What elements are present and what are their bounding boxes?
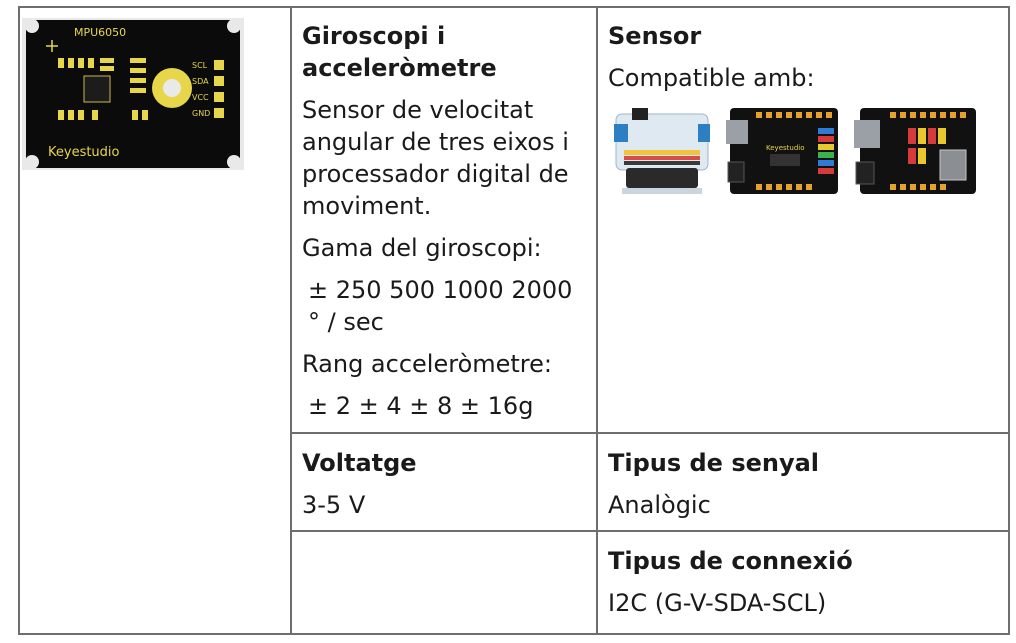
pin-label-gnd: GND	[192, 109, 211, 118]
column-divider-2	[596, 6, 598, 635]
module-description-cell	[302, 20, 588, 422]
connection-type-cell	[608, 545, 998, 619]
signal-type-value: Analògic	[608, 491, 711, 519]
row-divider-2	[290, 530, 1010, 532]
voltage-cell	[302, 447, 588, 521]
esp32-uno-board-image	[852, 104, 980, 198]
signal-type-cell	[608, 447, 998, 521]
mpu6050-board-image	[22, 18, 244, 170]
sensor-cell	[608, 20, 998, 94]
connection-type-title: Tipus de connexió	[608, 547, 853, 575]
keyestudio-uno-board-image	[726, 104, 842, 198]
voltage-value: 3-5 V	[302, 491, 366, 519]
row-divider-1	[290, 432, 1010, 434]
accel-range-label: Rang acceleròmetre:	[302, 350, 552, 378]
gyro-range-values: ± 250 500 1000 2000 ° / sec	[308, 276, 573, 336]
voltage-title: Voltatge	[302, 449, 417, 477]
connection-type-value: I2C (G-V-SDA-SCL)	[608, 589, 827, 617]
accel-range-values: ± 2 ± 4 ± 8 ± 16g	[308, 392, 534, 420]
table-border-right	[1008, 6, 1010, 635]
module-title: Giroscopi i acceleròmetre	[302, 22, 497, 82]
table-border-left	[18, 6, 20, 635]
pin-label-scl: SCL	[192, 61, 208, 70]
microbit-shield-board-image	[612, 104, 712, 198]
pin-label-sda: SDA	[192, 77, 209, 86]
sensor-title: Sensor	[608, 22, 702, 50]
table-border-top	[18, 6, 1010, 8]
board-brand-text: Keyestudio	[48, 145, 120, 160]
signal-type-title: Tipus de senyal	[608, 449, 820, 477]
gyro-range-label: Gama del giroscopi:	[302, 234, 542, 262]
module-description: Sensor de velocitat angular de tres eixos i processador digital de moviment.	[302, 96, 569, 220]
table-border-bottom	[18, 633, 1010, 635]
uno-board-brand-text: Keyestudio	[766, 144, 805, 152]
column-divider-1	[290, 6, 292, 635]
compatible-label: Compatible amb:	[608, 64, 815, 92]
chip-label-text: MPU6050	[74, 26, 127, 39]
pin-label-vcc: VCC	[192, 93, 209, 102]
